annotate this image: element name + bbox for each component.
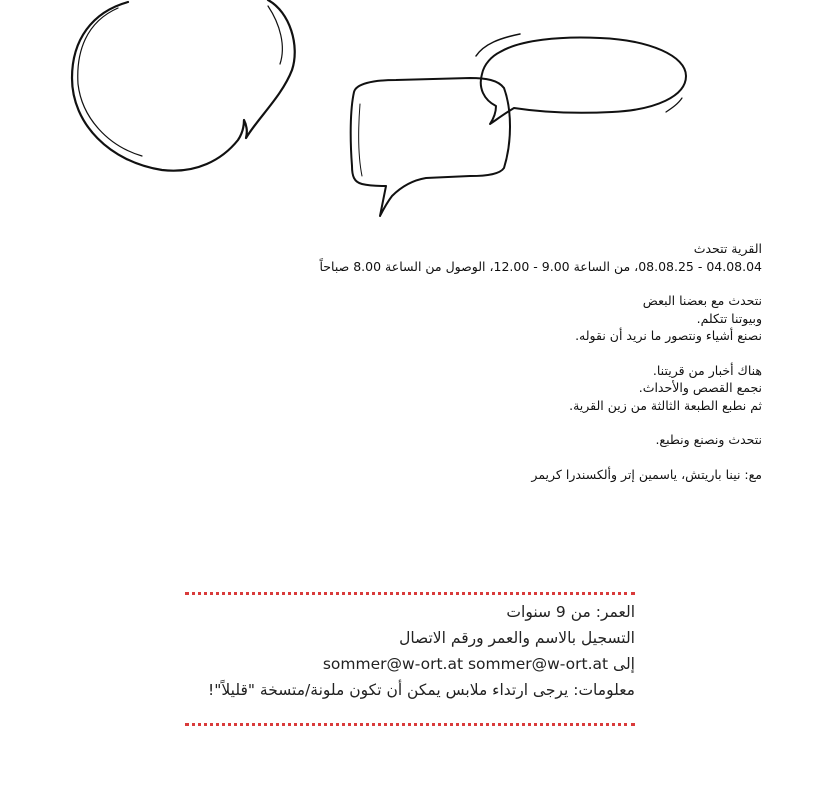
right-speech-bubble-icon (476, 34, 686, 124)
paragraph3: نتحدث ونصنع ونطبع. (655, 432, 762, 447)
paragraph1-line3: نصنع أشياء ونتصور ما نريد أن نقوله. (575, 328, 762, 343)
paragraph1-line1: نتحدث مع بعضنا البعض (642, 293, 762, 308)
age-info: العمر: من 9 سنوات (506, 603, 635, 621)
email-info: إلى sommer@w-ort.at sommer@w-ort.at (322, 655, 635, 673)
info-box (185, 592, 635, 732)
paragraph1-line2: وبيوتنا تتكلم. (696, 310, 762, 326)
event-dates: 04.08.04 - 08.08.25، من الساعة 9.00 - 12.00، الوصول من الساعة 8.00 صباحاً (319, 258, 762, 274)
dotted-divider-top (185, 592, 635, 595)
team-credits: مع: نينا باريتش، ياسمين إتر وألكسندرا كريمر (531, 466, 762, 482)
paragraph2-line2: نجمع القصص والأحداث. (638, 380, 762, 395)
paragraph2-line1: هناك أخبار من قريتنا. (652, 362, 762, 378)
paragraph2-line3: ثم نطبع الطبعة الثالثة من زين القرية. (569, 397, 762, 413)
info-lines (185, 599, 635, 703)
announcement-text (62, 240, 762, 483)
registration-info: التسجيل بالاسم والعمر ورقم الاتصال (399, 629, 635, 647)
clothing-note: معلومات: يرجى ارتداء ملابس يمكن أن تكون ملونة/متسخة "قليلاً"! (208, 681, 635, 699)
large-speech-bubble-icon (72, 0, 295, 171)
speech-bubbles-illustration (0, 0, 818, 230)
event-title: القرية تتحدث (693, 241, 762, 256)
dotted-divider-bottom (185, 723, 635, 726)
